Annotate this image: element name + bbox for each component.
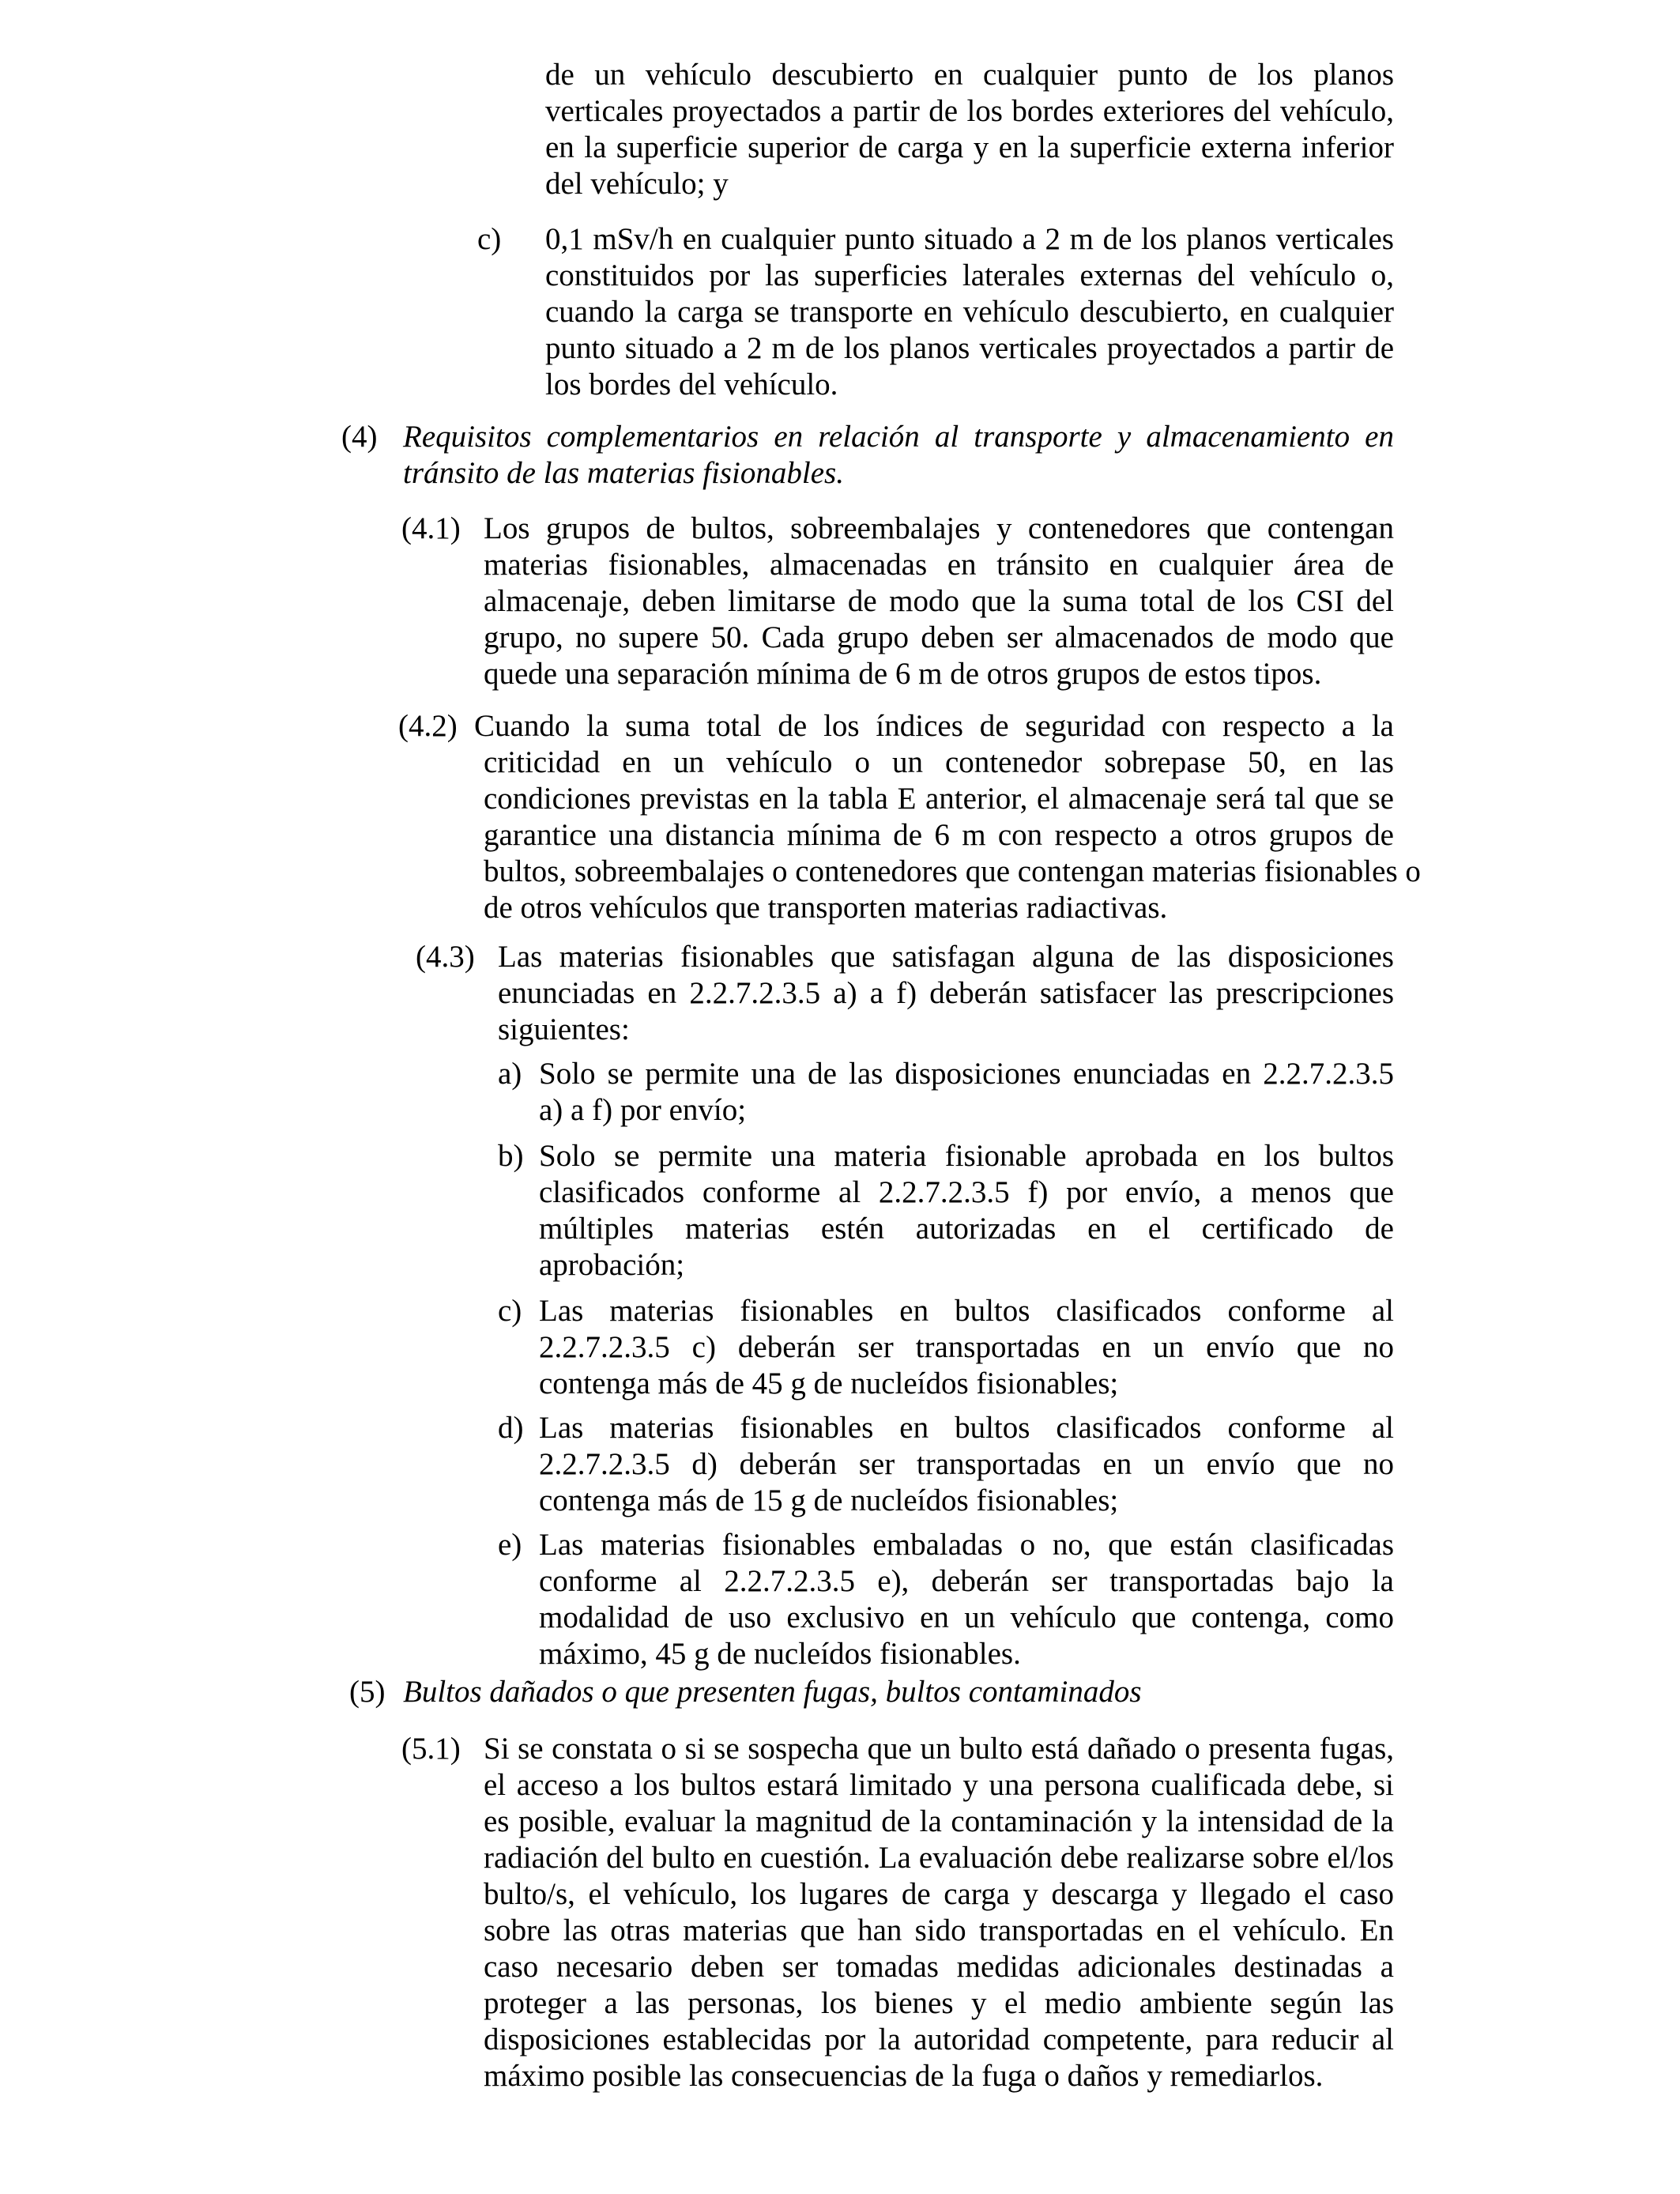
item-label: c)	[477, 222, 502, 256]
text-line: contenga más de 15 g de nucleídos fisionables;	[539, 1483, 1119, 1517]
text-line: cuando la carga se transporte en vehículo descubierto, en cualquier	[545, 295, 1394, 329]
text-line: verticales proyectados a partir de los bordes exteriores del vehículo,	[545, 94, 1394, 128]
heading-line: Requisitos complementarios en relación al transporte y almacenamiento en	[403, 420, 1394, 454]
heading-line: tránsito de las materias fisionables.	[403, 456, 844, 490]
text-line: materias fisionables, almacenadas en tránsito en cualquier área de	[484, 548, 1394, 582]
text-line: aprobación;	[539, 1248, 685, 1282]
text-line: Cuando la suma total de los índices de seguridad con respecto a la	[474, 709, 1394, 743]
text-line: siguientes:	[498, 1012, 630, 1046]
item-label: c)	[498, 1294, 522, 1328]
text-line: 2.2.7.2.3.5 d) deberán ser transportadas en un envío que no	[539, 1447, 1394, 1481]
text-line: múltiples materias estén autorizadas en el certificado de	[539, 1212, 1394, 1246]
item-label: e)	[498, 1528, 522, 1562]
paragraph-label: (5.1)	[401, 1732, 461, 1766]
text-line: criticidad en un vehículo o un contenedor sobrepase 50, en las	[484, 745, 1394, 779]
text-line: máximo posible las consecuencias de la fuga o daños y remediarlos.	[484, 2059, 1324, 2093]
text-line: Solo se permite una materia fisionable aprobada en los bultos	[539, 1139, 1394, 1173]
text-line: proteger a las personas, los bienes y el medio ambiente según las	[484, 1986, 1394, 2020]
text-line: bultos, sobreembalajes o contenedores que contengan materias fisionables o	[484, 854, 1421, 888]
text-line: en la superficie superior de carga y en la superficie externa inferior	[545, 130, 1394, 164]
text-line: el acceso a los bultos estará limitado y una persona cualificada debe, si	[484, 1768, 1394, 1802]
item-label: b)	[498, 1139, 524, 1173]
text-line: almacenaje, deben limitarse de modo que la suma total de los CSI del	[484, 584, 1394, 618]
section-label: (4)	[341, 420, 378, 454]
text-line: 0,1 mSv/h en cualquier punto situado a 2 m de los planos verticales	[545, 222, 1394, 256]
text-line: los bordes del vehículo.	[545, 368, 838, 401]
text-line: de otros vehículos que transporten materias radiactivas.	[484, 891, 1168, 925]
text-line: punto situado a 2 m de los planos verticales proyectados a partir de	[545, 331, 1394, 365]
text-line: quede una separación mínima de 6 m de otros grupos de estos tipos.	[484, 657, 1322, 691]
paragraph-label: (4.3)	[416, 940, 475, 974]
text-line: contenga más de 45 g de nucleídos fisionables;	[539, 1367, 1119, 1400]
text-line: Solo se permite una de las disposiciones enunciadas en 2.2.7.2.3.5	[539, 1057, 1394, 1091]
text-line: enunciadas en 2.2.7.2.3.5 a) a f) deberán satisfacer las prescripciones	[498, 976, 1394, 1010]
text-line: caso necesario deben ser tomadas medidas adicionales destinadas a	[484, 1950, 1394, 1984]
heading-line: Bultos dañados o que presenten fugas, bultos contaminados	[403, 1675, 1142, 1709]
text-line: conforme al 2.2.7.2.3.5 e), deberán ser transportadas bajo la	[539, 1564, 1394, 1598]
item-label: a)	[498, 1057, 522, 1091]
text-line: modalidad de uso exclusivo en un vehículo que contenga, como	[539, 1600, 1394, 1634]
text-line: del vehículo; y	[545, 167, 729, 201]
text-line: máximo, 45 g de nucleídos fisionables.	[539, 1637, 1021, 1671]
paragraph-label: (4.2)	[398, 709, 458, 743]
text-line: Las materias fisionables en bultos clasificados conforme al	[539, 1411, 1394, 1445]
text-line: Si se constata o si se sospecha que un bulto está dañado o presenta fugas,	[484, 1732, 1394, 1766]
text-line: garantice una distancia mínima de 6 m con respecto a otros grupos de	[484, 818, 1394, 852]
text-line: Los grupos de bultos, sobreembalajes y contenedores que contengan	[484, 511, 1394, 545]
text-line: Las materias fisionables en bultos clasificados conforme al	[539, 1294, 1394, 1328]
text-line: condiciones previstas en la tabla E anterior, el almacenaje será tal que se	[484, 782, 1394, 816]
text-line: clasificados conforme al 2.2.7.2.3.5 f) por envío, a menos que	[539, 1175, 1394, 1209]
text-line: de un vehículo descubierto en cualquier punto de los planos	[545, 58, 1394, 92]
text-line: 2.2.7.2.3.5 c) deberán ser transportadas en un envío que no	[539, 1330, 1394, 1364]
text-line: grupo, no supere 50. Cada grupo deben ser almacenados de modo que	[484, 620, 1394, 654]
text-line: disposiciones establecidas por la autoridad competente, para reducir al	[484, 2022, 1394, 2056]
text-line: a) a f) por envío;	[539, 1093, 747, 1127]
text-line: bulto/s, el vehículo, los lugares de carga y descarga y llegado el caso	[484, 1877, 1394, 1911]
item-label: d)	[498, 1411, 524, 1445]
text-line: sobre las otras materias que han sido transportadas en el vehículo. En	[484, 1913, 1394, 1947]
text-line: Las materias fisionables embaladas o no, que están clasificadas	[539, 1528, 1394, 1562]
section-label: (5)	[349, 1675, 386, 1709]
text-line: radiación del bulto en cuestión. La evaluación debe realizarse sobre el/los	[484, 1841, 1394, 1875]
paragraph-label: (4.1)	[401, 511, 461, 545]
text-line: es posible, evaluar la magnitud de la contaminación y la intensidad de la	[484, 1804, 1394, 1838]
text-line: constituidos por las superficies laterales externas del vehículo o,	[545, 258, 1394, 292]
text-line: Las materias fisionables que satisfagan alguna de las disposiciones	[498, 940, 1394, 974]
